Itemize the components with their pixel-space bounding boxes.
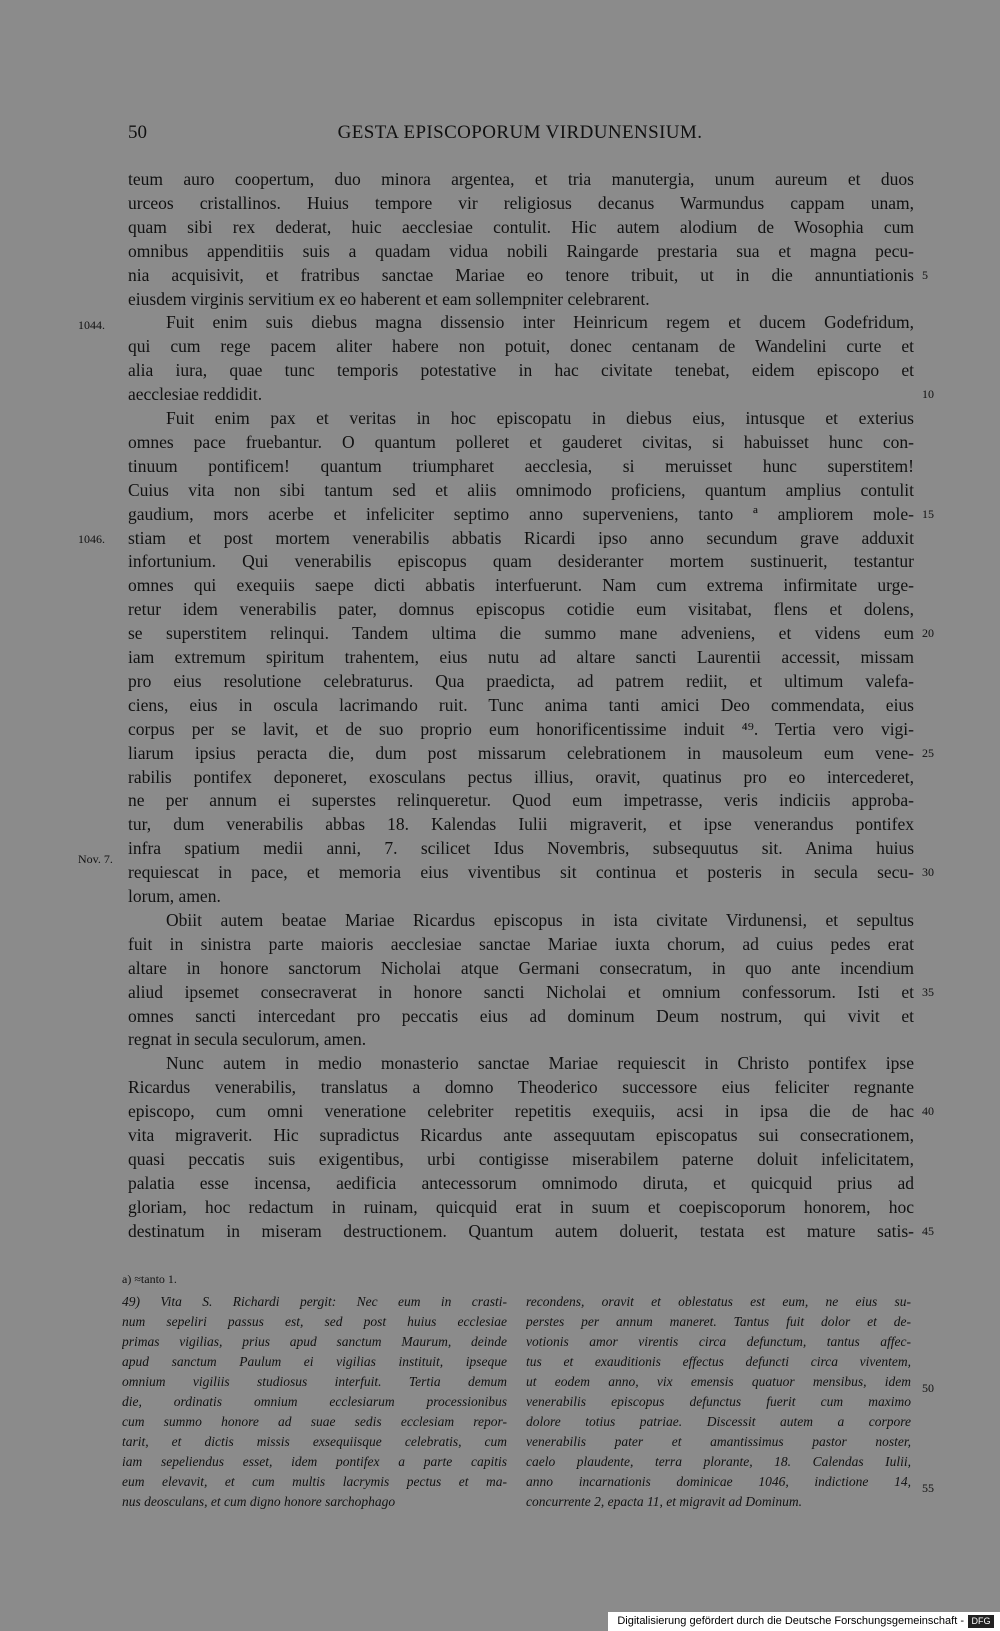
- line-number: 35: [922, 984, 934, 999]
- line-number: 40: [922, 1104, 934, 1119]
- line-number: 10: [922, 387, 934, 402]
- running-title: GESTA EPISCOPORUM VIRDUNENSIUM.: [337, 122, 703, 143]
- text-line: se superstitem relinqui. Tandem ultima die summo mane adveniens, et videns eum: [128, 623, 914, 644]
- note-line: die, ordinatis omnium ecclesiarum processionibus: [122, 1394, 507, 1409]
- footnote-a: a) ≈tanto 1.: [122, 1272, 177, 1286]
- note-line: ut eodem anno, vix emensis quatuor mensibus, idem: [526, 1374, 911, 1389]
- note-line-number-50: 50: [922, 1381, 934, 1395]
- text-line: quasi peccatis suis exigentibus, urbi contigisse miserabilem paterne doluit infelicitatem,: [128, 1148, 914, 1169]
- text-line: Fuit enim suis diebus magna dissensio inter Heinricum regem et ducem Godefridum,: [166, 312, 914, 333]
- text-line: Cuius vita non sibi tantum sed et aliis omnimodo proficiens, quantum amplius contulit: [128, 479, 914, 500]
- text-line: vita migraverit. Hic supradictus Ricardus ante assequutam episcopatus sui consecrationem,: [128, 1125, 914, 1145]
- text-line: infra spatium medii anni, 7. scilicet Idus Novembris, subsequutus sit. Anima huius: [128, 838, 914, 859]
- note-line: iam sepeliendus esset, idem pontifex a parte capitis: [122, 1454, 507, 1469]
- note-line: perstes per annum maneret. Tantus fuit dolor et de-: [526, 1314, 911, 1329]
- text-line: fuit in sinistra parte maioris aecclesiae sanctae Mariae iuxta chorum, ad cuius pedes erat: [128, 933, 914, 954]
- text-line: aliud ipsemet consecraverat in honore sancti Nicholai et omnium confessorum. Isti et: [128, 981, 914, 1002]
- text-line: ne per annum ei superstes relinqueretur. Quod eum impetrasse, veris indiciis approba-: [128, 790, 914, 811]
- text-line: Obiit autem beatae Mariae Ricardus episcopus in ista civitate Virdunensi, et sepultus: [166, 909, 914, 930]
- dfg-logo: DFG: [968, 1615, 994, 1628]
- note-line: dolore totius patriae. Discessit autem a corpore: [526, 1414, 911, 1429]
- line-number: 15: [922, 506, 934, 521]
- line-number: 25: [922, 745, 934, 760]
- page-number: 50: [128, 122, 147, 143]
- text-line: nia acquisivit, et fratribus sanctae Mariae eo tenore tribuit, ut in die annuntiationis: [128, 264, 914, 285]
- text-line: corpus per se lavit, et de suo proprio eum honorificentissime induit ⁴⁹. Tertia vero vigi-: [128, 718, 914, 739]
- text-line: aecclesiae reddidit.: [128, 384, 263, 405]
- margin-year-1044: 1044.: [78, 318, 105, 332]
- note-line: eum elevavit, et cum multis lacrymis pectus et ma-: [122, 1474, 507, 1489]
- line-number: 45: [922, 1223, 934, 1238]
- text-line: Fuit enim pax et veritas in hoc episcopatu in diebus eius, intusque et exterius: [166, 408, 914, 428]
- text-line: regnat in secula seculorum, amen.: [128, 1029, 367, 1050]
- note-column-left: [122, 1292, 507, 1512]
- line-number: 20: [922, 626, 934, 641]
- note-line-number-55: 55: [922, 1481, 934, 1495]
- text-line: eiusdem virginis servitium ex eo haberent et eam sollempniter celebrarent.: [128, 288, 650, 309]
- text-line: Nunc autem in medio monasterio sanctae Mariae requiescit in Christo pontifex ipse: [166, 1053, 914, 1074]
- note-line: cum summo honore ad suae sedis ecclesiam repor-: [122, 1414, 507, 1429]
- note-line: nus deosculans, et cum digno honore sarchophago: [122, 1494, 396, 1509]
- text-line: pro eius resolutione celebraturus. Qua praedicta, ad patrem rediit, et ultimum valefa-: [128, 670, 914, 691]
- text-line: omnes sancti intercedant pro peccatis eius ad dominum Deum nostrum, qui vivit et: [128, 1005, 914, 1026]
- margin-date-nov7: Nov. 7.: [78, 852, 113, 866]
- note-line: apud sanctum Paulum ei vigilias instituit, ipseque: [122, 1354, 507, 1369]
- note-line: omnium vigiliis studiosus interfuit. Tertia demum: [122, 1374, 507, 1389]
- text-line: altare in honore sanctorum Nicholai atque Germani consecratum, in quo ante incendium: [128, 957, 914, 978]
- note-line: num sepeliri passus est, sed post huius ecclesiae: [122, 1314, 507, 1329]
- text-line: Ricardus venerabilis, translatus a domno Theoderico successore eius feliciter regnante: [128, 1077, 914, 1098]
- note-line: tus et exauditionis effectus defuncti circa viventem,: [526, 1354, 911, 1369]
- text-line: qui cum rege pacem aliter habere non potuit, donec centanam de Wandelini curte et: [128, 336, 914, 357]
- text-line: omnes qui exequiis saepe dicti abbatis interfuerunt. Nam cum extrema infirmitate urge-: [128, 575, 914, 596]
- note-line: primas vigilias, prius apud sanctum Maurum, deinde: [122, 1334, 507, 1349]
- text-line: tur, dum venerabilis abbas 18. Kalendas Iulii migraverit, et ipse venerandus pontifex: [128, 814, 914, 835]
- dfg-banner-text: Digitalisierung gefördert durch die Deutsche Forschungsgemeinschaft -: [617, 1615, 964, 1627]
- text-line: omnes pace fruebantur. O quantum polleret et gauderet civitas, si habuisset hunc con-: [128, 431, 914, 452]
- note-line: anno incarnationis dominicae 1046, indictione 14,: [526, 1474, 911, 1489]
- text-line: lorum, amen.: [128, 886, 221, 906]
- note-column-right: [526, 1292, 911, 1512]
- line-number: 5: [922, 267, 928, 282]
- note-line: concurrente 2, epacta 11, et migravit ad Dominum.: [526, 1494, 802, 1509]
- text-line: stiam et post mortem venerabilis abbatis Ricardi ipso anno secundum grave adduxit: [128, 527, 914, 548]
- note-line: venerabilis pater et amantissimus pastor noster,: [526, 1434, 911, 1449]
- text-line: alia iura, quae tunc temporis potestative in hac civitate tenebat, eidem episcopo et: [128, 360, 914, 381]
- text-line: infortunium. Qui venerabilis episcopus quam desideranter mortem sustinuerit, testantur: [128, 551, 914, 572]
- text-line: retur idem venerabilis pater, domnus episcopus cotidie eum visitabat, flens et dolens,: [128, 599, 914, 620]
- dfg-banner: [608, 1612, 1000, 1631]
- note-line: tarit, et dictis missis exsequiisque celebratis, cum: [122, 1434, 507, 1449]
- text-line: rabilis pontifex deponeret, exosculans pectus illius, oravit, quatinus pro eo intercederet,: [128, 766, 914, 787]
- line-number: 30: [922, 865, 934, 880]
- note-line: recondens, oravit et oblestatus est eum, ne eius su-: [526, 1294, 911, 1309]
- note-line: votionis amor virentis circa defunctum, tantus affec-: [526, 1334, 911, 1349]
- text-line: quam sibi rex dederat, huic aecclesiae contulit. Hic autem alodium de Wosophia cum: [128, 216, 914, 237]
- text-line: urceos cristallinos. Huius tempore vir religiosus decanus Warmundus cappam unam,: [128, 192, 914, 213]
- text-line: episcopo, cum omni veneratione celebriter repetitis exequiis, acsi in ipsa die de hac: [128, 1101, 914, 1122]
- text-line: liarum ipsius peracta die, dum post missarum celebrationem in mausoleum eum vene-: [128, 742, 914, 763]
- note-line: 49) Vita S. Richardi pergit: Nec eum in crasti-: [122, 1294, 507, 1309]
- text-line: teum auro coopertum, duo minora argentea, et tria manutergia, unum aureum et duos: [128, 169, 914, 189]
- text-line: omnibus appenditiis suis a quadam vidua nobili Raingarde prestaria sua et magna pecu-: [128, 240, 914, 261]
- text-line: requiescat in pace, et memoria eius viventibus sit continua et posteris in secula secu-: [128, 862, 914, 883]
- text-line: iam extremum spiritum trahentem, eius nutu ad altare sancti Laurentii accessit, missam: [128, 647, 914, 667]
- page-header: [128, 122, 912, 152]
- text-line: destinatum in miseram destructionem. Quantum autem doluerit, testata est mature satis-: [128, 1220, 914, 1241]
- text-line: tinuum pontificem! quantum triumpharet aecclesia, si meruisset hunc superstitem!: [128, 455, 914, 476]
- text-line: ciens, eius in oscula lacrimando ruit. Tunc anima tanti amici Deo commendata, eius: [128, 694, 914, 715]
- text-line: gaudium, mors acerbe et infeliciter septimo anno superveniens, tanto ª ampliorem mole-: [128, 503, 914, 524]
- margin-year-1046: 1046.: [78, 532, 105, 546]
- text-line: gloriam, hoc redactum in ruinam, quicquid erat in suum et coepiscoporum honorem, hoc: [128, 1196, 914, 1217]
- note-line: venerabilis episcopus defunctus fuerit cum maximo: [526, 1394, 911, 1409]
- note-line: caelo plaudente, terra plorante, 18. Calendas Iulii,: [526, 1454, 911, 1469]
- text-line: palatia esse incensa, aedificia antecessorum omnimodo diruta, et quicquid prius ad: [128, 1172, 914, 1193]
